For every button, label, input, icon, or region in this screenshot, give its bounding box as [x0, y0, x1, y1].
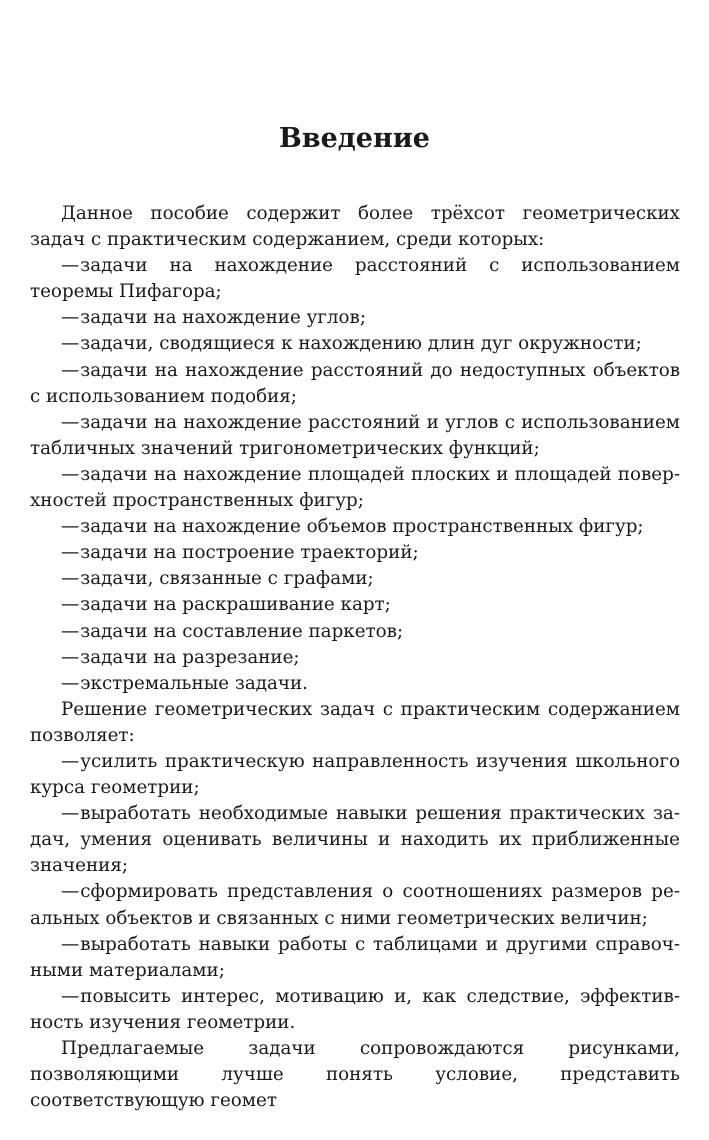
- list-item: [30, 671, 680, 697]
- dash-marker: —: [61, 881, 80, 903]
- dash-marker: —: [61, 672, 80, 694]
- dash-marker: —: [61, 620, 80, 642]
- list-item-text: задачи, сводящиеся к нахождению длин дуг окружности;: [80, 333, 642, 355]
- list-item-text: задачи на нахождение площадей плоских и площадей поверхностей пространственных фигур;: [30, 463, 680, 512]
- list-item-text: задачи на раскрашивание карт;: [80, 594, 391, 616]
- intro-paragraph: Данное пособие содержит более трёхсот геометрических задач с практическим содержанием, среди которых:: [30, 203, 680, 251]
- dash-marker: —: [61, 594, 80, 616]
- list-item: [30, 462, 680, 514]
- list-item: [30, 253, 680, 305]
- task-types-list: [30, 253, 680, 697]
- list-item-text: задачи, связанные с графами;: [80, 568, 374, 590]
- dash-marker: —: [61, 646, 80, 668]
- list-item: [30, 619, 680, 645]
- list-item: [30, 358, 680, 410]
- list-item-text: задачи на нахождение расстояний и углов с использованием табличных значений тригонометрических функций;: [30, 411, 680, 459]
- list-item: [30, 645, 680, 671]
- dash-marker: —: [61, 568, 80, 590]
- dash-marker: —: [61, 307, 80, 329]
- page-body: [30, 201, 680, 1114]
- benefits-list: [30, 749, 680, 1036]
- list-item-text: задачи на составление паркетов;: [80, 620, 404, 642]
- dash-marker: —: [61, 255, 80, 277]
- list-item-text: выработать необходимые навыки решения практических задач, умения оценивать величины и находить их приближенные значения;: [30, 803, 680, 877]
- list-item: [30, 410, 680, 462]
- list-item: [30, 566, 680, 592]
- dash-marker: —: [61, 750, 80, 772]
- dash-marker: —: [61, 803, 80, 825]
- list-item: [30, 305, 680, 331]
- list-item: [30, 592, 680, 618]
- list-item-text: усилить практическую направленность изучения школьного курса геометрии;: [30, 750, 680, 799]
- list-item: [30, 879, 680, 931]
- benefits-intro-paragraph: Решение геометрических задач с практическим содержанием позволяет:: [30, 698, 680, 746]
- list-item-text: выработать навыки работы с таблицами и другими справочными материалами;: [30, 933, 680, 981]
- list-item: [30, 331, 680, 357]
- dash-marker: —: [61, 933, 80, 955]
- closing-paragraph: Предлагаемые задачи сопровождаются рисунками, позволяющими лучше понять условие, представить соответствующую геомет: [30, 1038, 680, 1112]
- list-item-text: задачи на нахождение расстояний до недоступных объектов с использованием подобия;: [30, 359, 680, 407]
- list-item-text: сформировать представления о соотношениях размеров реальных объектов и связанных с ними геометрических величин;: [30, 881, 680, 929]
- list-item: [30, 514, 680, 540]
- dash-marker: —: [61, 516, 80, 538]
- list-item: [30, 801, 680, 879]
- list-item-text: задачи на нахождение углов;: [80, 307, 366, 329]
- list-item-text: задачи на построение траекторий;: [80, 542, 419, 564]
- list-item-text: повысить интерес, мотивацию и, как следствие, эффективность изучения геометрии.: [30, 985, 680, 1033]
- list-item: [30, 749, 680, 801]
- dash-marker: —: [61, 333, 80, 355]
- list-item: [30, 932, 680, 984]
- dash-marker: —: [61, 463, 80, 485]
- dash-marker: —: [61, 542, 80, 564]
- list-item: [30, 540, 680, 566]
- list-item: [30, 984, 680, 1036]
- dash-marker: —: [61, 411, 80, 433]
- list-item-text: экстремальные задачи.: [80, 672, 308, 694]
- dash-marker: —: [61, 985, 80, 1007]
- list-item-text: задачи на нахождение расстояний с использованием теоремы Пифагора;: [30, 255, 680, 303]
- list-item-text: задачи на нахождение объемов пространственных фигур;: [80, 516, 644, 538]
- dash-marker: —: [61, 359, 80, 381]
- list-item-text: задачи на разрезание;: [80, 646, 300, 668]
- page-title: Введение: [279, 123, 430, 154]
